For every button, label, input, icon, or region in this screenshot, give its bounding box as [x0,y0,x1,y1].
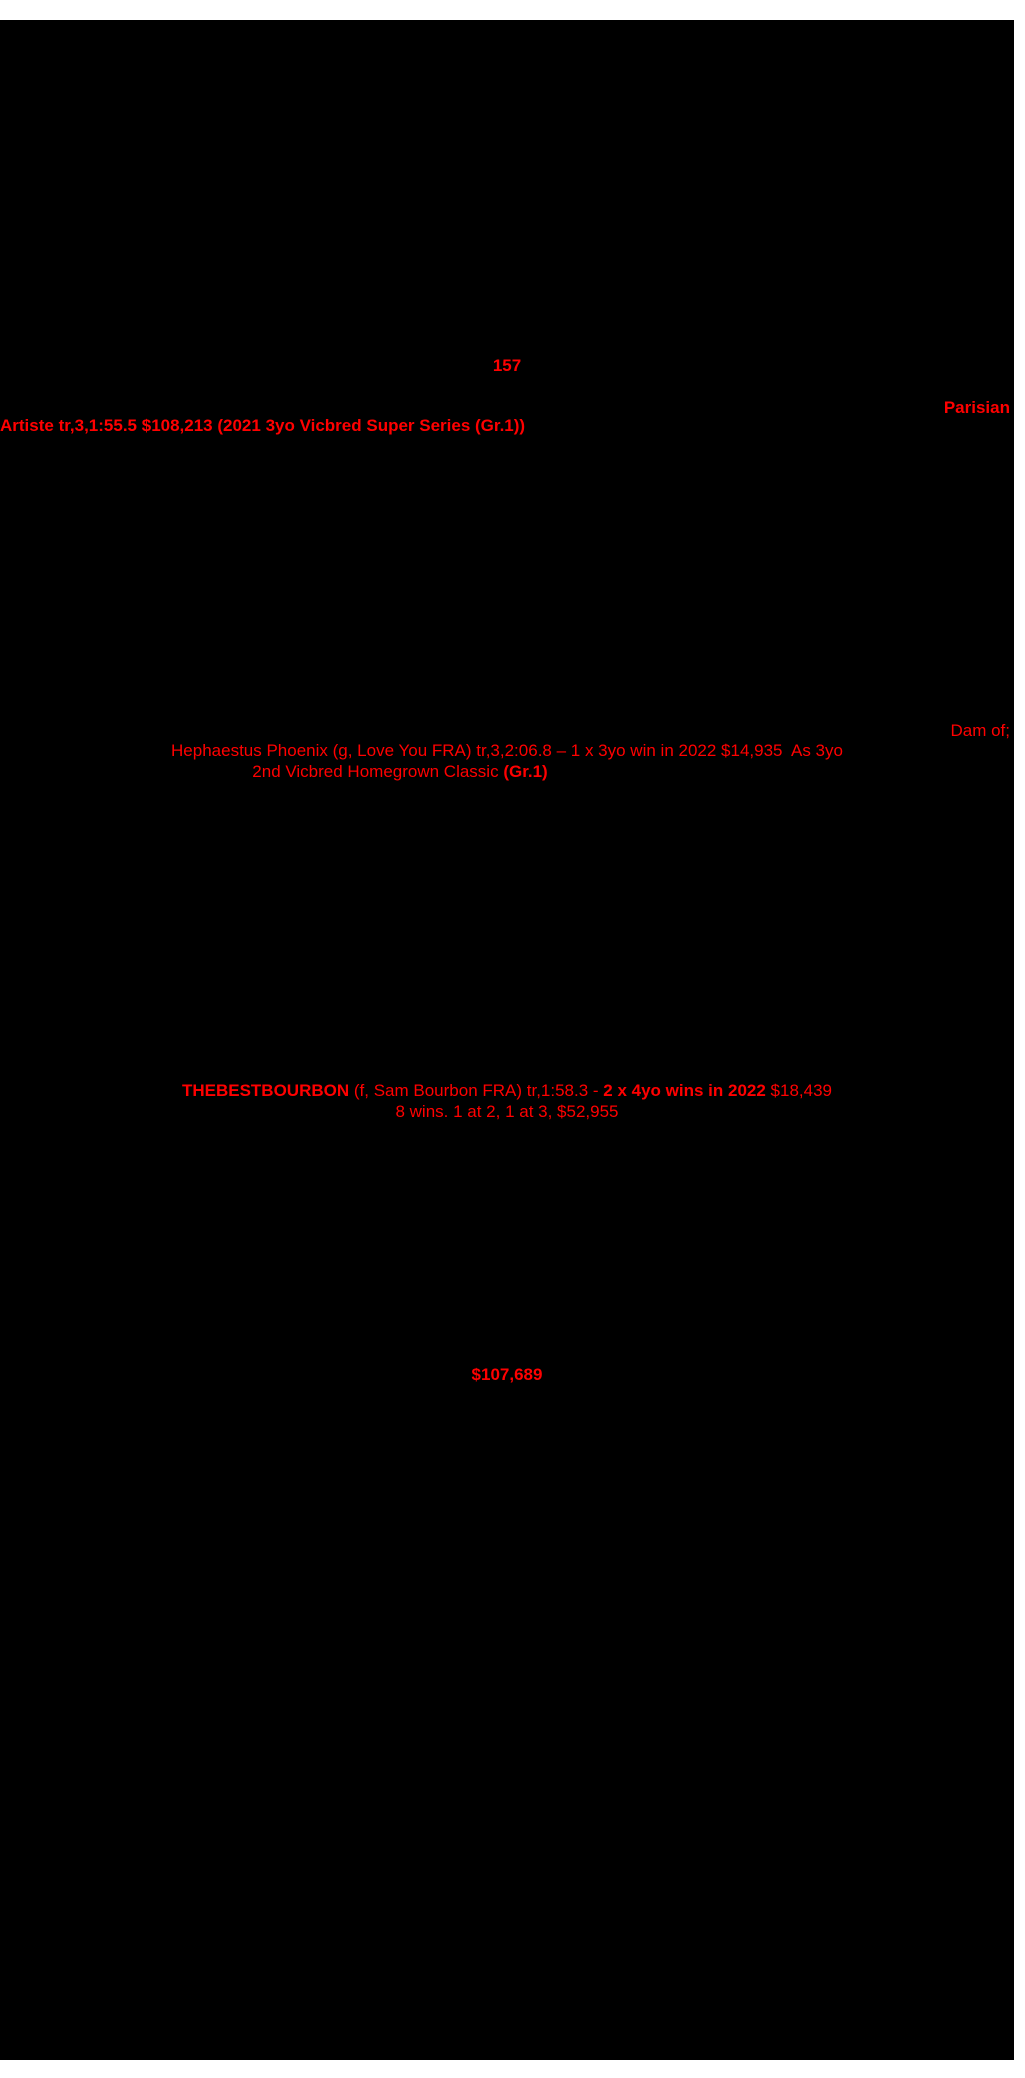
progeny-earnings: $18,439 [765,1081,833,1100]
progeny-wins-highlight: 2 x 4yo wins in 2022 [603,1081,766,1100]
total-earnings-value: $107,689 [471,1365,543,1384]
pedigree-heading-parisian: Parisian [943,398,1010,417]
progeny-line-hephaestus-phoenix: Hephaestus Phoenix (g, Love You FRA) tr,3,2:06.8 – 1 x 3yo win in 2022 $14,935 As 3yo [171,741,843,760]
progeny-grade-badge: (Gr.1) [503,762,548,781]
progeny-line-hephaestus-phoenix-continued [0,762,800,782]
dam-of-label: Dam of; [950,721,1010,740]
progeny-race-text: 2nd Vicbred Homegrown Classic [252,762,504,781]
progeny-record-line: 8 wins. 1 at 2, 1 at 3, $52,955 [395,1102,619,1121]
progeny-line-thebestbourbon [0,1081,1014,1101]
page-number: 157 [492,356,522,375]
pedigree-line-artiste: Artiste tr,3,1:55.5 $108,213 (2021 3yo Vicbred Super Series (Gr.1)) [0,416,526,435]
progeny-details: (f, Sam Bourbon FRA) tr,1:58.3 - [349,1081,604,1100]
page-background-panel [0,20,1014,2060]
progeny-name-thebestbourbon: THEBESTBOURBON [181,1081,350,1100]
